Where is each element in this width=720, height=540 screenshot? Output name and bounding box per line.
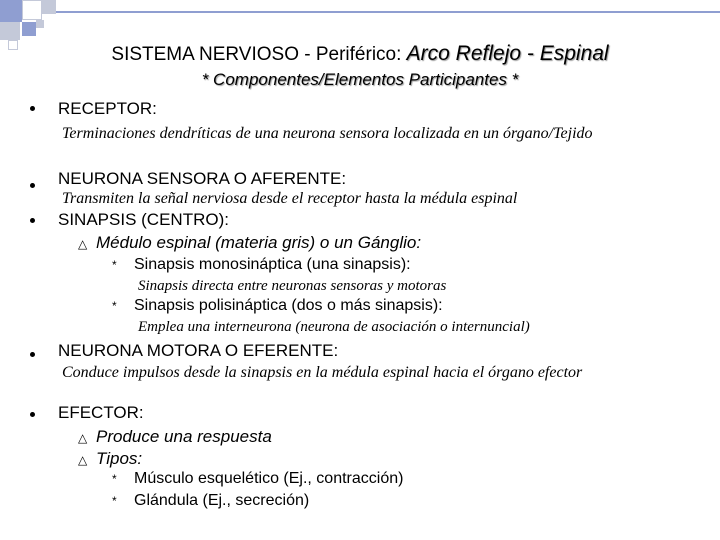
decorative-square-blue bbox=[0, 0, 22, 22]
decorative-square-white bbox=[22, 0, 42, 20]
bullet-icon bbox=[30, 106, 35, 111]
item-heading-neurona-sensora: NEURONA SENSORA O AFERENTE: bbox=[58, 169, 347, 188]
title-prefix: SISTEMA NERVIOSO - Periférico: bbox=[111, 44, 407, 65]
page-subtitle: * Componentes/Elementos Participantes * bbox=[201, 70, 519, 89]
type-text: Glándula (Ej., secreción) bbox=[134, 492, 310, 509]
title-emphasis: Arco Reflejo - Espinal bbox=[406, 42, 609, 65]
bullet-icon bbox=[30, 352, 35, 357]
efector-sub-text: Produce una respuesta bbox=[96, 427, 272, 446]
triangle-icon: △ bbox=[78, 453, 88, 467]
sinapsis-detail-mono bbox=[112, 256, 411, 274]
decorative-square-grey bbox=[0, 22, 20, 40]
detail-note-poli: Emplea una interneurona (neurona de asociación o internuncial) bbox=[138, 319, 530, 335]
decorative-square-blue bbox=[22, 22, 36, 36]
bullet-icon bbox=[30, 412, 35, 417]
detail-note-mono: Sinapsis directa entre neuronas sensoras y motoras bbox=[138, 278, 447, 294]
detail-label: Sinapsis monosináptica (una sinapsis): bbox=[134, 256, 411, 273]
item-heading-efector: EFECTOR: bbox=[58, 403, 144, 422]
item-description-neurona-motora: Conduce impulsos desde la sinapsis en la médula espinal hacia el órgano efector bbox=[62, 364, 583, 381]
decorative-square-grey bbox=[42, 0, 56, 14]
sinapsis-detail-poli bbox=[112, 297, 443, 315]
triangle-icon: △ bbox=[78, 237, 88, 251]
efector-sub-item bbox=[78, 427, 272, 447]
item-heading-sinapsis: SINAPSIS (CENTRO): bbox=[58, 210, 229, 229]
asterisk-icon: * bbox=[112, 472, 117, 486]
efector-type-gland bbox=[112, 492, 309, 510]
asterisk-icon: * bbox=[112, 299, 117, 313]
bullet-icon bbox=[30, 218, 35, 223]
type-text: Músculo esquelético (Ej., contracción) bbox=[134, 470, 404, 487]
bullet-icon bbox=[30, 183, 35, 188]
efector-type-muscle bbox=[112, 470, 403, 488]
sinapsis-sub-item bbox=[78, 233, 421, 253]
asterisk-icon: * bbox=[112, 494, 117, 508]
sinapsis-sub-text: Médulo espinal (materia gris) o un Gánglio: bbox=[96, 233, 422, 252]
page-title bbox=[0, 42, 720, 66]
triangle-icon: △ bbox=[78, 431, 88, 445]
header-rule bbox=[56, 11, 720, 13]
item-heading-receptor: RECEPTOR: bbox=[58, 99, 157, 118]
efector-sub-item bbox=[78, 449, 142, 469]
detail-label: Sinapsis polisináptica (dos o más sinapsis): bbox=[134, 297, 443, 314]
asterisk-icon: * bbox=[112, 258, 117, 272]
decorative-square-grey bbox=[36, 20, 44, 28]
item-description-receptor: Terminaciones dendríticas de una neurona sensora localizada en un órgano/Tejido bbox=[62, 125, 593, 142]
efector-sub-text: Tipos: bbox=[96, 449, 143, 468]
item-heading-neurona-motora: NEURONA MOTORA O EFERENTE: bbox=[58, 341, 339, 360]
item-description-neurona-sensora: Transmiten la señal nerviosa desde el receptor hasta la médula espinal bbox=[62, 190, 518, 207]
